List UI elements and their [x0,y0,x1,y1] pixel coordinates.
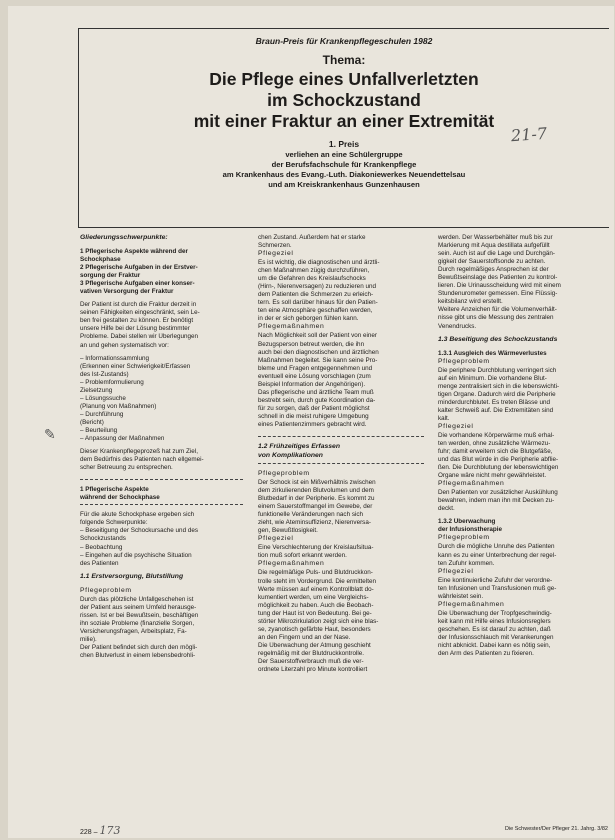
text-line: Bewußtseinslage des Patienten zu kontrol- [438,274,558,282]
subsection-label: Pflegemaßnahmen [438,480,505,488]
award-line: der Berufsfachschule für Krankenpflege [271,160,417,169]
text-column-1 [80,234,243,820]
text-line: kalt. [438,414,450,422]
text-line: Markierung mit Aqua destillata aufgefüllt [438,242,550,250]
text-line: Der Patient ist durch die Fraktur derzeit in [80,301,197,309]
text-line: Der Sauerstoffverbrauch muß die ver- [258,657,364,665]
text-line: Das pflegerische und ärztliche Team muß [258,388,374,396]
subsection-label: Pflegeziel [438,567,474,575]
text-line: Dieser Krankenpflegeprozeß hat zum Ziel, [80,448,198,456]
text-line: ten werden, ohne zusätzliche Wärmezu- [438,439,551,447]
text-line: kalter Schweiß auf. Die Extremitäten sind [438,406,554,414]
text-line: Maßnahmen begleitet. Sie kann seine Pro- [258,356,378,364]
text-line: ordnete Literzahl pro Minute kontrolliert [258,666,368,674]
text-line: Es ist wichtig, die diagnostischen und ärztli- [258,259,380,267]
text-line: 3 Pflegerische Aufgaben einer konser- [80,280,195,288]
text-line: Weitere Anzeichen für die Volumenverhält- [438,306,557,314]
text-line: Organe wäre nicht mehr gewährleistet. [438,472,547,480]
text-line: für zu sorgen, daß der Patient möglichst [258,404,370,412]
text-line: – Beseitigung der Schockursache und des [80,527,198,535]
text-line: 1.3.1 Ausgleich des Wärmeverlustes [438,349,547,357]
text-line: ihn soziale Probleme (finanzielle Sorgen, [80,619,195,627]
text-line: Beispiel Information der Angehörigen). [258,380,366,388]
text-line [80,472,243,477]
text-line: auch bei den diagnostischen und ärztlichen [258,348,379,356]
text-line: (Bericht) [80,418,104,426]
text-line: an den Fingern und an der Nase. [258,633,351,641]
text-line: Schmerzen. [258,242,292,250]
text-line: – Lösungssuche [80,394,126,402]
text-line: Durch das plötzliche Unfallgeschehen ist [80,595,194,603]
subsection-label: Pflegemaßnahmen [438,600,505,608]
subsection-label: Pflegeziel [438,422,474,430]
handwritten-note: 21-7 [510,123,548,146]
text-line: zieht, wie Ateminsuffizienz, Nierenversa- [258,519,371,527]
text-line: gigkeit der Sauerstoffsonde zu achten. [438,258,546,266]
text-line: – Informationssammlung [80,354,149,362]
text-line: einem Sauerstoffmangel im Gewebe, der [258,503,373,511]
divider [258,436,424,443]
text-line: vativen Versorgung der Fraktur [80,288,174,296]
text-line: regelmäßig mit der Blutdruckkontrolle. [258,649,365,657]
text-line: – Problemformulierung [80,378,144,386]
text-line: bestrebt sein, durch gute Koordination da- [258,396,376,404]
text-line: sein. Auch ist auf die Lage und Durchgän- [438,250,555,258]
text-line: Durch regelmäßiges Ansprechen ist der [438,266,549,274]
text-line: ten Infusionen und Transfusionen muß ge- [438,584,557,592]
text-line: des Patienten [80,559,119,567]
text-line: 1 Pflegerische Aspekte während der [80,248,188,255]
section-heading: Gliederungsschwerpunkte: [80,234,168,241]
text-line: den Arm des Patienten zu fixieren. [438,649,534,657]
text-line: störter Mikrozirkulation zeigt sich eine blas- [258,617,379,625]
text-line: 1 Pflegerische Aspekte [80,486,149,494]
text-line: Venendrucks. [438,322,477,330]
text-line: nicht abknickt. Dabei kann es nötig sein, [438,641,551,649]
text-line: möglichkeit zu haben. Auch die Beobach- [258,601,374,609]
text-line: (Hirn-, Nierenversagen) zu reduzieren und [258,283,376,291]
text-line: tion muß sofort erkannt werden. [258,552,347,560]
text-line: scher Betreuung zu entsprechen. [80,464,173,472]
text-line: chen Blutverlust in einem lebensbedrohli- [80,651,196,659]
page-number: 228 – [80,829,98,836]
text-line: der Infusionstherapie [438,526,503,534]
article-title-line: mit einer Fraktur an einer Extremität [193,111,495,131]
text-line: Schockzustands [80,535,126,543]
text-line: Für die akute Schockphase ergeben sich [80,511,195,519]
text-line: geschehen. Es ist darauf zu achten, daß [438,625,551,633]
text-line: lieren. Die Urinausscheidung wird mit einem [438,282,561,290]
text-line: – Eingehen auf die psychische Situation [80,551,192,559]
text-line: 1.3.2 Überwachung [438,518,496,526]
text-line: dem Bedürfnis des Patienten nach ellgemei- [80,456,204,464]
section-heading: 1.2 Frühzeitiges Erfassen [258,443,340,451]
text-line: eventuell eine Lösung vorschlagen (zum [258,372,371,380]
text-line: der Infusionsschlauch mit Verankerungen [438,633,554,641]
text-line: chen Zustand. Außerdem hat er starke [258,234,366,241]
text-line: Eine Verschlechterung der Kreislaufsitua- [258,544,374,552]
section-heading: 1.3 Beseitigung des Schockzustands [438,335,558,343]
text-line: Versicherungsfragen, Arbeitsplatz, Fa- [80,627,187,635]
award-line: und am Kreiskrankenhaus Gunzenhausen [268,180,420,189]
text-line: 2 Pflegerische Aufgaben in der Erstver- [80,264,198,272]
text-line: chen Maßnahmen zügig durchzuführen, [258,267,370,275]
divider [80,479,243,486]
subsection-label: Pflegemaßnahmen [258,560,325,568]
margin-mark-icon: ✎ [44,426,56,442]
text-line: Der Schock ist ein Mißverhältnis zwischen [258,479,376,487]
article-header [78,28,609,228]
text-line: se, zyanotisch gefärbte Haut, besonders [258,625,371,633]
text-line: schnell in die meist ruhigere Umgebung [258,412,369,420]
text-line: Den Patienten vor zusätzlicher Auskühlung [438,489,558,497]
text-line: Nach Möglichkeit soll der Patient von einer [258,332,378,340]
text-line: folgende Schwerpunkte: [80,519,148,527]
text-line: sorgung der Fraktur [80,272,141,280]
text-line: Die Überwachung der Tropfgeschwindig- [438,609,552,617]
divider [80,504,243,511]
topic-label: Thema: [322,53,366,67]
text-line: – Beurteilung [80,426,118,434]
page-footer [80,824,120,837]
text-line: eines Patientenzimmers gebracht wird. [258,420,367,428]
text-line: – Durchführung [80,410,124,418]
text-line: (Erkennen einer Schwierigkeit/Erfassen [80,362,191,370]
text-line: bleme und Fragen entgegennehmen und [258,364,373,372]
text-line: Die vorhandene Körperwärme muß erhal- [438,431,555,439]
document-page [8,6,614,838]
text-line: ßen. Die Durchblutung der lebenswichtigen [438,464,559,472]
text-line: auf ein Minimum. Die vorhandene Blut- [438,374,547,382]
award-line: am Krankenhaus des Evang.-Luth. Diakoniewerkes Neuendettelsau [222,170,466,179]
text-line: keitsbilanz wird erstellt. [438,298,503,306]
divider [258,463,424,470]
text-line: Werte müssen auf einem Kontrollblatt do- [258,585,374,593]
section-heading: 1.1 Erstversorgung, Blutstillung [80,572,184,580]
text-line: Die regelmäßige Puls- und Blutdruckkon- [258,569,373,577]
text-line: währleistet sein. [438,592,484,600]
text-line: seinen Fähigkeiten eingeschränkt, sein Le- [80,309,200,317]
prize-title: Braun-Preis für Krankenpflegeschulen 1982 [255,36,433,46]
journal-source: Die Schwester/Der Pfleger 21. Jahrg. 3/82 [504,826,608,832]
text-line: gen, Bewußtlosigkeit. [258,527,318,535]
subsection-label: Pflegemaßnahmen [258,323,325,331]
text-line: Probleme. Dabei stellen wir Überlegungen [80,333,198,341]
text-line: dem zirkulierenden Blutvolumen und dem [258,487,374,495]
text-line: und das Blut würde in die Peripherie abflie- [438,456,559,464]
text-column-3 [438,234,614,820]
article-title-line: Die Pflege eines Unfallverletzten [209,69,479,89]
text-line: Der Patient befindet sich durch den mögli- [80,643,198,651]
text-line: in der er sich geborgen fühlen kann. [258,315,359,323]
text-line: menge zentralisiert sich in die lebenswichti- [438,382,560,390]
text-line [258,429,424,434]
subsection-label: Pflegeproblem [80,586,132,594]
subsection-label: Pflegeproblem [438,534,490,542]
text-line: Blutbedarf in der Peripherie. Es kommt zu [258,495,375,503]
text-line: Bezugsperson betreut werden, die ihn [258,340,365,348]
subsection-label: Pflegeproblem [258,470,310,478]
award-rank: 1. Preis [328,139,360,149]
subsection-label: Pflegeziel [258,250,294,258]
text-line: während der Schockphase [80,494,160,502]
text-line: Stundenurometer gemessen. Eine Flüssig- [438,290,558,298]
handwritten-page-number: 173 [99,824,121,837]
text-line: rissen. Ist er bei Bewußtsein, beschäftigen [80,611,199,619]
text-line: ten eine Atmosphäre geschaffen werden, [258,307,373,315]
text-line: um die Gefahren des Kreislaufschocks [258,275,366,283]
text-line: werden. Der Wasserbehälter muß bis zur [438,234,553,241]
subsection-label: Pflegeproblem [438,357,490,365]
text-line: minderdurchblutet. Es treten Blässe und [438,398,551,406]
text-line: Zielsetzung [80,386,113,394]
text-line: nisse gibt uns die Messung des zentralen [438,314,554,322]
text-line: ben frei gestalten zu können. Er benötigt [80,317,194,325]
text-line: deckt. [438,505,455,513]
text-line: milie). [80,635,97,643]
text-line: trolle steht im Vordergrund. Die ermittelten [258,577,376,585]
text-line: dem Patienten die Schmerzen zu erleich- [258,291,374,299]
text-line: funktionelle Veränderungen nach sich [258,511,364,519]
text-line: tung der Haut ist von Bedeutung. Bei ge- [258,609,372,617]
text-line: tern. Es soll darüber hinaus für den Patien- [258,299,378,307]
subsection-label: Pflegeziel [258,535,294,543]
section-heading: von Komplikationen [258,452,323,460]
text-line: tigen Organe. Dadurch wird die Peripherie [438,390,556,398]
text-column-2 [258,234,424,820]
text-line: – Anpassung der Maßnahmen [80,435,165,443]
award-line: verliehen an eine Schülergruppe [285,150,403,159]
text-line: keit kann mit Hilfe eines Infusionsreglers [438,617,551,625]
text-line: der Patient aus seinem Umfeld herausge- [80,603,197,611]
text-line: an und gehen systematisch vor: [80,341,169,349]
text-line: unsere Hilfe bei der Lösung bestimmter [80,325,190,333]
text-line: bewahren, indem man ihn mit Decken zu- [438,497,555,505]
text-line: Die Überwachung der Atmung geschieht [258,641,371,649]
text-line: kumentiert werden, um eine Vergleichs- [258,593,369,601]
text-line: Die periphere Durchblutung verringert sich [438,366,557,374]
article-title-line: im Schockzustand [267,90,421,110]
text-line: – Beobachtung [80,543,123,551]
text-line: (Planung von Maßnahmen) [80,402,157,410]
text-line: Durch die mögliche Unruhe des Patienten [438,543,555,551]
text-line: kann es zu einer Unterbrechung der regel- [438,551,557,559]
text-line: Schockphase [80,256,121,264]
text-line: Eine kontinuierliche Zufuhr der verordne- [438,576,553,584]
text-line: ten Zufuhr kommen. [438,559,495,567]
text-line: fuhr; damit erweitern sich die Blutgefäße, [438,448,553,456]
text-line: des Ist-Zustands) [80,370,129,378]
